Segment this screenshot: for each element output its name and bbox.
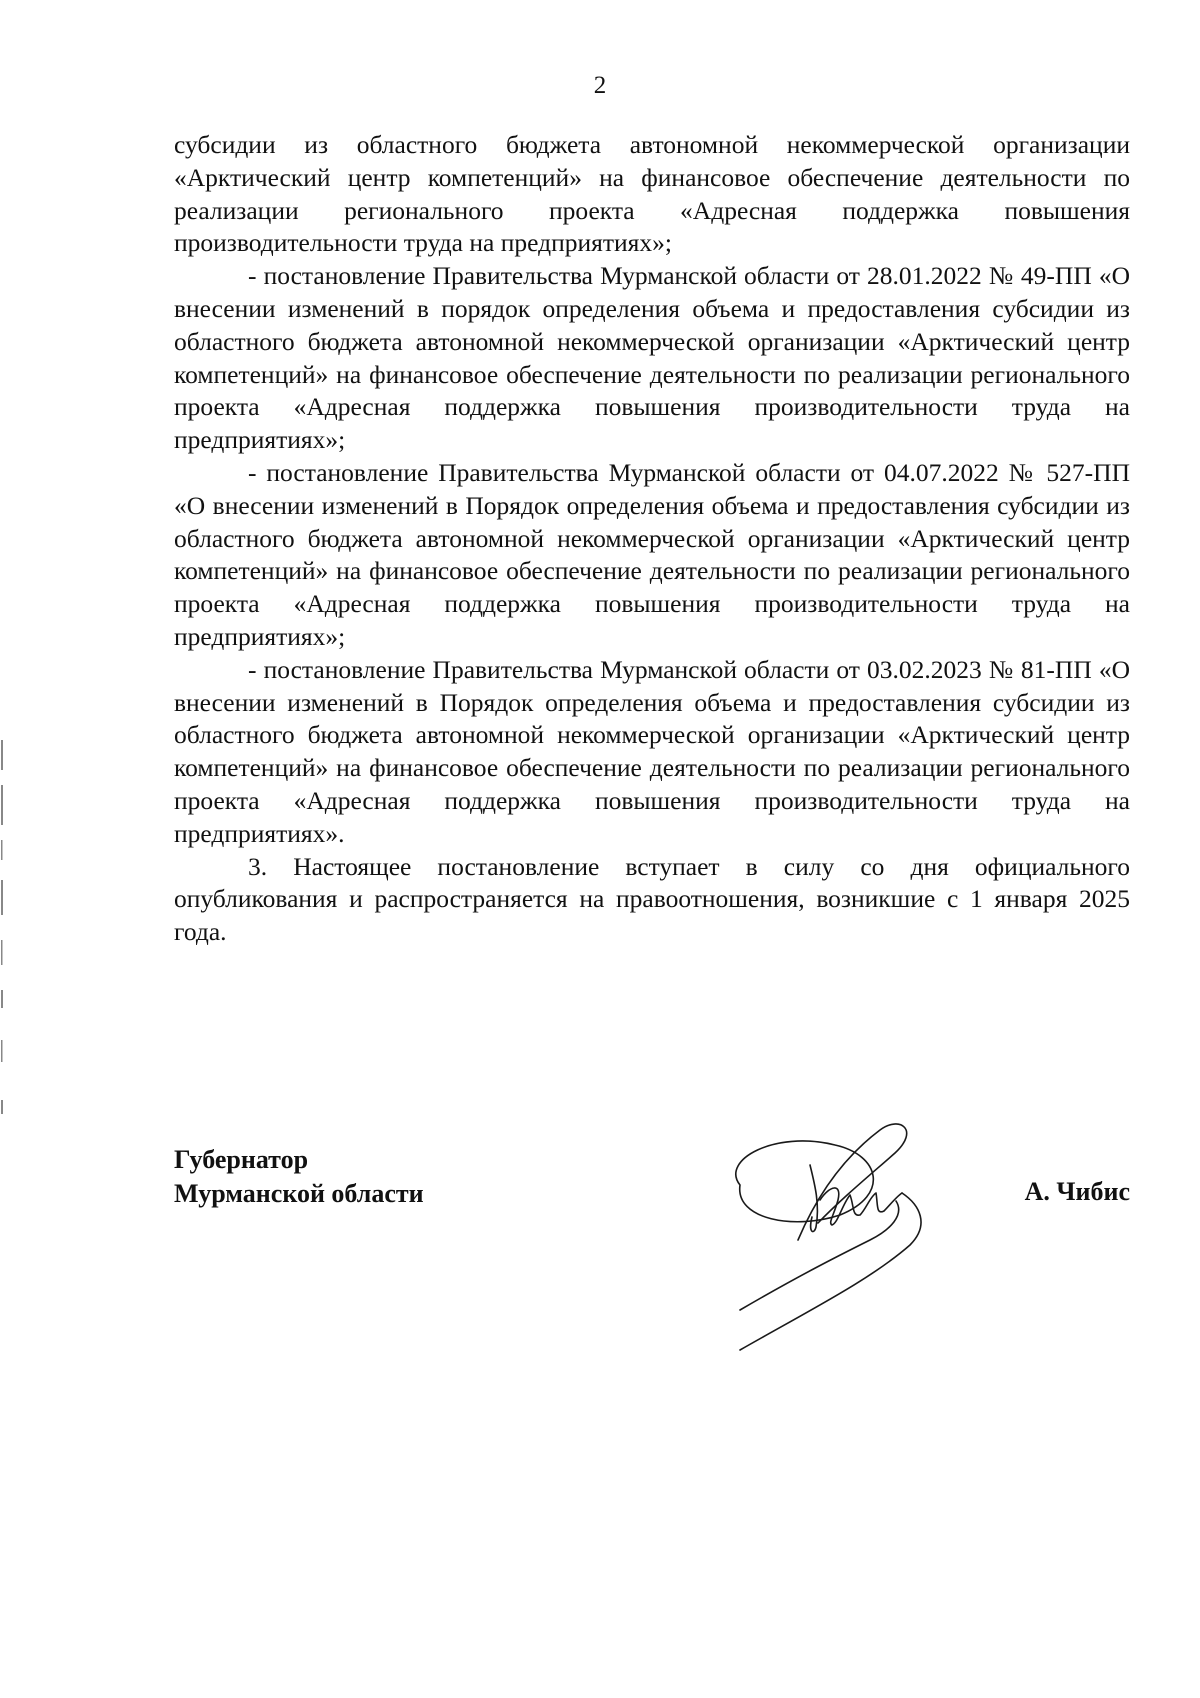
paragraph-decree-49-pp: - постановление Правительства Мурманской области от 28.01.2022 № 49-ПП «О внесении изменений в порядок определения объема и предоставления субсидии из областного бюджета автономной некоммерческой организации «Арктический центр компетенций» на финансовое обеспечение деятельности по реализации регионального проекта «Адресная поддержка повышения производительности труда на предприятиях»; [174,261,1130,455]
paragraph-continuation: субсидии из областного бюджета автономной некоммерческой организации «Арктический центр компетенций» на финансовое обеспечение деятельности по реализации регионального проекта «Адресная поддержка повышения производительности труда на предприятиях»; [174,130,1130,258]
document-body [174,129,1130,949]
signatory-position [174,1143,424,1211]
position-title: Губернатор [174,1145,309,1174]
page-number: 2 [593,72,607,99]
paragraph-effective-date: 3. Настоящее постановление вступает в силу со дня официального опубликования и распространяется на правоотношения, возникшие с 1 января 2025 года. [174,851,1130,947]
paragraph-decree-527-pp: - постановление Правительства Мурманской области от 04.07.2022 № 527-ПП «О внесении изменений в Порядок определения объема и предоставления субсидии из областного бюджета автономной некоммерческой организации «Арктический центр компетенций» на финансовое обеспечение деятельности по реализации регионального проекта «Адресная поддержка повышения производительности труда на предприятиях»; [174,457,1130,651]
paragraph-decree-81-pp: - постановление Правительства Мурманской области от 03.02.2023 № 81-ПП «О внесении изменений в Порядок определения объема и предоставления субсидии из областного бюджета автономной некоммерческой организации «Арктический центр компетенций» на финансовое обеспечение деятельности по реализации регионального проекта «Адресная поддержка повышения производительности труда на предприятиях». [174,654,1130,848]
signer-name: А. Чибис [1024,1177,1130,1206]
handwritten-signature [720,1105,980,1355]
position-region: Мурманской области [174,1179,424,1208]
scan-margin-marks [0,740,6,1140]
